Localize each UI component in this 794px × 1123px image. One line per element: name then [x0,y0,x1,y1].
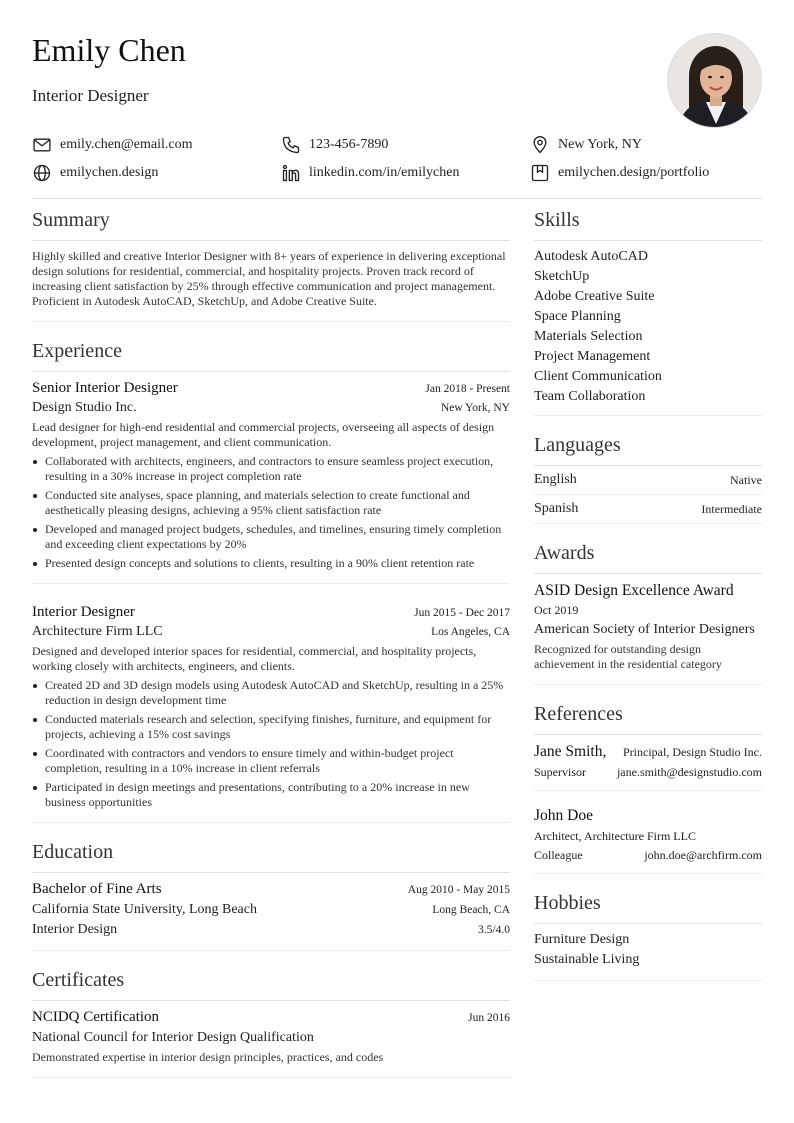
job-description: Designed and developed interior spaces for residential, commercial, and hospitality projects, working closely with architects, engineers, and clients. [32,644,477,673]
contact-website-text: emilychen.design [60,165,159,180]
achievement-item: Collaborated with architects, engineers, and contractors to ensure seamless project execution, resulting in a 30% increase in project completion rate [32,454,510,484]
certificate-description: Demonstrated expertise in interior design principles, practices, and codes [32,1050,384,1064]
job-location: Los Angeles, CA [431,626,510,638]
avatar-portrait-icon [668,34,762,128]
linkedin-icon [281,163,301,183]
summary-section [32,207,510,322]
reference-name: John Doe [534,807,593,824]
awards-section [534,540,762,685]
phone-icon [281,135,301,155]
school-location: Long Beach, CA [432,904,510,916]
reference-item [534,735,762,791]
contact-portfolio-text: emilychen.design/portfolio [558,165,710,180]
hobby-item: Furniture Design [534,932,630,947]
contact-portfolio[interactable] [530,164,762,182]
resume-columns [32,207,762,1094]
skill-item: Adobe Creative Suite [534,289,655,304]
skill-item: Autodesk AutoCAD [534,249,648,264]
award-organization: American Society of Interior Designers [534,622,755,637]
contact-location-text: New York, NY [558,137,643,152]
job-achievements [32,454,510,571]
reference-name: Jane Smith, [534,743,607,760]
candidate-title: Interior Designer [32,86,149,105]
job-title: Senior Interior Designer [32,380,178,396]
portfolio-icon [530,163,550,183]
certificate-issuer: National Council for Interior Design Qualification [32,1030,314,1045]
achievement-item: Coordinated with contractors and vendors to ensure timely and within-budget project completion, resulting in a 10% increase in client referrals [32,746,510,776]
school-name: California State University, Long Beach [32,902,257,917]
job-location: New York, NY [440,402,510,414]
hobbies-heading: Hobbies [534,890,762,924]
right-column [534,207,762,1094]
language-name: Spanish [534,501,579,516]
experience-heading: Experience [32,338,510,372]
reference-role: Architect, Architecture Firm LLC [534,829,696,843]
skill-item: SketchUp [534,269,590,284]
contact-email-text: emily.chen@email.com [60,137,193,152]
job-achievements [32,678,510,810]
skill-item: Client Communication [534,369,662,384]
achievement-item: Presented design concepts and solutions to clients, resulting in a 90% client retention rate [32,556,510,571]
field-of-study: Interior Design [32,922,118,937]
language-item [534,466,762,495]
summary-text: Highly skilled and creative Interior Designer with 8+ years of experience in delivering exceptional design solutions for residential, commercial, and hospitality projects. Proven track record of increasing client satisfaction by 25% through effective communication and project management. Proficient in Autodesk AutoCAD, SketchUp, and Adobe Creative Suite. [32,249,506,308]
experience-item [32,596,510,823]
job-dates: Jun 2015 - Dec 2017 [414,607,510,619]
resume-page [32,32,762,1094]
contact-linkedin-text: linkedin.com/in/emilychen [309,165,460,180]
education-heading: Education [32,839,510,873]
language-name: English [534,472,577,487]
job-title: Interior Designer [32,604,135,620]
education-dates: Aug 2010 - May 2015 [407,884,510,896]
language-item [534,495,762,524]
job-description: Lead designer for high-end residential and commercial projects, overseeing all aspects of design development, project management, and client communication. [32,420,495,449]
references-section [534,701,762,874]
skill-item: Project Management [534,349,651,364]
achievement-item: Participated in design meetings and presentations, contributing to a 20% increase in new business opportunities [32,780,510,810]
certificates-section [32,967,510,1078]
reference-role: Principal, Design Studio Inc. [623,745,762,759]
skill-item: Materials Selection [534,329,643,344]
reference-relation: Colleague [534,848,583,862]
hobby-item: Sustainable Living [534,952,640,967]
references-heading: References [534,701,762,735]
certificate-date: Jun 2016 [468,1012,510,1024]
map-pin-icon [530,135,550,155]
contact-linkedin[interactable] [281,164,530,182]
avatar [667,33,762,128]
reference-relation: Supervisor [534,765,586,779]
skill-item: Team Collaboration [534,389,646,404]
job-dates: Jan 2018 - Present [425,383,510,395]
award-description: Recognized for outstanding design achievement in the residential category [534,642,722,671]
award-title: ASID Design Excellence Award [534,582,734,599]
resume-header [32,32,762,128]
globe-icon [32,163,52,183]
achievement-item: Developed and managed project budgets, schedules, and timelines, ensuring timely completion and exceeding client expectations by 20% [32,522,510,552]
contact-phone[interactable] [281,136,530,154]
reference-item [534,799,762,874]
left-column [32,207,510,1094]
achievement-item: Conducted site analyses, space planning, and materials selection to create functional and aesthetically pleasing designs, achieving a 95% client satisfaction rate [32,488,510,518]
company-name: Design Studio Inc. [32,400,137,415]
skills-heading: Skills [534,207,762,241]
reference-email[interactable]: jane.smith@designstudio.com [616,765,762,779]
degree-name: Bachelor of Fine Arts [32,881,162,897]
education-section [32,839,510,951]
company-name: Architecture Firm LLC [32,624,163,639]
contact-website[interactable] [32,164,281,182]
language-level: Intermediate [701,501,762,516]
languages-heading: Languages [534,432,762,466]
certificates-heading: Certificates [32,967,510,1001]
languages-section [534,432,762,524]
candidate-name: Emily Chen [32,32,186,68]
mail-icon [32,135,52,155]
reference-email[interactable]: john.doe@archfirm.com [644,848,762,862]
award-date: Oct 2019 [534,603,579,617]
hobbies-section [534,890,762,981]
awards-heading: Awards [534,540,762,574]
contact-phone-text: 123-456-7890 [309,137,389,152]
experience-section [32,338,510,823]
skills-section [534,207,762,416]
summary-heading: Summary [32,207,510,241]
contact-list [32,136,762,199]
achievement-item: Conducted materials research and selection, specifying finishes, furniture, and equipment for projects, achieving a 15% cost savings [32,712,510,742]
contact-email[interactable] [32,136,281,154]
contact-location [530,136,762,154]
language-level: Native [730,472,762,487]
achievement-item: Created 2D and 3D design models using Autodesk AutoCAD and SketchUp, resulting in a 25% reduction in design development time [32,678,510,708]
skill-item: Space Planning [534,309,621,324]
experience-item [32,372,510,584]
gpa: 3.5/4.0 [478,924,510,936]
certificate-name: NCIDQ Certification [32,1009,160,1025]
